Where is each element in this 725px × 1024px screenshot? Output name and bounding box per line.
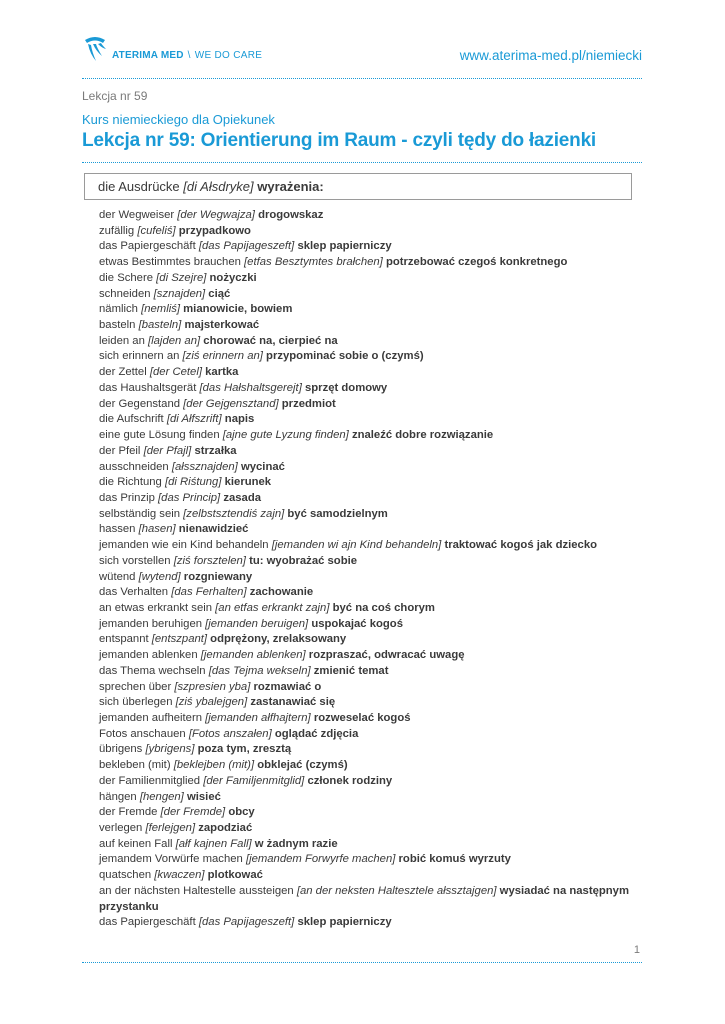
vocab-polish: być samodzielnym [287, 507, 388, 520]
vocab-item [99, 271, 629, 287]
vocab-german: die Aufschrift [99, 413, 164, 426]
vocab-polish: poza tym, zresztą [197, 743, 292, 756]
vocab-item [99, 302, 629, 318]
vocab-item [99, 554, 629, 570]
vocab-polish: zastanawiać się [250, 696, 336, 709]
vocab-pronunciation: [hengen] [139, 790, 184, 803]
vocab-german: übrigens [99, 743, 143, 756]
vocab-polish: rozgniewany [183, 570, 253, 583]
vocab-polish: być na coś chorym [332, 601, 435, 614]
vocab-item [99, 868, 629, 884]
vocab-german: basteln [99, 319, 136, 332]
logo [82, 34, 262, 64]
vocab-polish: znaleźć dobre rozwiązanie [351, 429, 494, 442]
vocab-pronunciation: [das Papijageszeft] [198, 240, 295, 253]
vocab-polish: kierunek [224, 476, 272, 489]
vocab-polish: wysiadać na następnym przystanku [99, 884, 630, 913]
vocab-item [99, 790, 629, 806]
section-header-pron: [di Ałsdryke] [183, 179, 254, 194]
vocab-pronunciation: [di Riśtung] [164, 476, 222, 489]
vocab-item [99, 601, 629, 617]
vocab-german: schneiden [99, 287, 151, 300]
vocab-german: das Papiergeschäft [99, 240, 196, 253]
vocab-item [99, 381, 629, 397]
logo-name: ATERIMA MED [112, 49, 184, 61]
vocab-polish: obcy [228, 806, 255, 819]
section-header-pl: wyrażenia: [257, 179, 324, 194]
vocab-polish: chorować na, cierpieć na [203, 334, 338, 347]
vocab-pronunciation: [entszpant] [151, 633, 208, 646]
vocab-pronunciation: [jemanden beruigen] [205, 617, 309, 630]
vocab-item [99, 491, 629, 507]
vocab-polish: mianowicie, bowiem [183, 303, 293, 316]
vocab-polish: zmienić temat [313, 664, 389, 677]
vocab-german: sich vorstellen [99, 554, 171, 567]
footer-divider [82, 962, 642, 963]
vocab-item [99, 287, 629, 303]
vocab-german: nämlich [99, 303, 138, 316]
vocab-german: jemanden ablenken [99, 649, 198, 662]
vocab-german: auf keinen Fall [99, 837, 173, 850]
vocab-item [99, 538, 629, 554]
vocab-german: selbständig sein [99, 507, 181, 520]
logo-separator: \ [187, 49, 191, 61]
vocab-german: hassen [99, 523, 136, 536]
vocab-polish: drogowskaz [258, 209, 324, 221]
vocab-german: sich erinnern an [99, 350, 180, 363]
vocab-polish: napis [224, 413, 255, 426]
vocab-item [99, 632, 629, 648]
vocab-pronunciation: [jemanden wi ajn Kind behandeln] [271, 539, 442, 552]
vocab-pronunciation: [beklejben (mit)] [173, 759, 255, 772]
vocabulary-list [99, 208, 629, 931]
vocab-item [99, 224, 629, 240]
vocab-item [99, 444, 629, 460]
vocab-german: zufällig [99, 224, 135, 237]
vocab-item [99, 349, 629, 365]
vocab-pronunciation: [das Hałshaltsgerejt] [199, 381, 302, 394]
vocab-pronunciation: [nemliś] [141, 303, 180, 316]
vocab-pronunciation: [das Ferhalten] [171, 586, 247, 599]
vocab-german: Fotos anschauen [99, 727, 186, 740]
vocab-item [99, 570, 629, 586]
vocab-pronunciation: [cufeliś] [137, 224, 176, 237]
vocab-item [99, 208, 629, 224]
title-divider [82, 162, 642, 163]
vocab-polish: kartka [205, 366, 239, 379]
vocab-german: hängen [99, 790, 137, 803]
vocab-german: verlegen [99, 822, 143, 835]
vocab-german: jemanden aufheitern [99, 712, 203, 724]
vocab-item [99, 742, 629, 758]
vocab-item [99, 774, 629, 790]
vocab-item [99, 852, 629, 868]
vocab-item [99, 711, 629, 727]
vocab-german: der Fremde [99, 806, 158, 819]
page-title: Lekcja nr 59: Orientierung im Raum - czyli tędy do łazienki [82, 130, 597, 151]
course-name: Kurs niemieckiego dla Opiekunek [82, 112, 275, 127]
vocab-polish: sklep papierniczy [297, 240, 392, 253]
vocab-german: jemandem Vorwürfe machen [99, 853, 243, 866]
page-header [82, 34, 642, 74]
vocab-item [99, 884, 629, 915]
vocab-polish: zapodziać [198, 822, 253, 835]
vocab-item [99, 758, 629, 774]
vocab-german: sich überlegen [99, 696, 173, 709]
vocab-polish: sprzęt domowy [304, 381, 388, 394]
vocab-pronunciation: [sznajden] [153, 287, 206, 300]
vocab-item [99, 475, 629, 491]
section-header-box [84, 173, 632, 200]
vocab-polish: nożyczki [209, 271, 257, 284]
vocab-item [99, 460, 629, 476]
vocab-pronunciation: [ałssznajden] [171, 460, 238, 473]
vocab-polish: wycinać [240, 460, 285, 473]
vocab-polish: przypadkowo [178, 224, 251, 237]
vocab-item [99, 837, 629, 853]
vocab-german: eine gute Lösung finden [99, 429, 220, 442]
vocab-pronunciation: [der Cetel] [149, 366, 202, 379]
vocab-item [99, 239, 629, 255]
vocab-item [99, 397, 629, 413]
vocab-polish: rozweselać kogoś [313, 712, 411, 724]
lesson-label: Lekcja nr 59 [82, 89, 148, 103]
vocab-german: entspannt [99, 633, 149, 646]
vocab-item [99, 334, 629, 350]
vocab-polish: plotkować [207, 869, 263, 882]
vocab-pronunciation: [der Fremde] [160, 806, 226, 819]
vocab-polish: traktować kogoś jak dziecko [444, 539, 598, 552]
vocab-pronunciation: [jemanden ablenken] [200, 649, 306, 662]
vocab-polish: obklejać (czymś) [257, 759, 348, 772]
vocab-pronunciation: [di Ałfszrift] [166, 413, 222, 426]
vocab-german: an der nächsten Haltestelle aussteigen [99, 884, 294, 897]
vocab-item [99, 821, 629, 837]
vocab-pronunciation: [basteln] [138, 319, 182, 332]
vocab-pronunciation: [hasen] [138, 523, 176, 536]
vocab-german: der Familienmitglied [99, 774, 201, 787]
logo-tagline: WE DO CARE [194, 49, 263, 61]
vocab-item [99, 617, 629, 633]
vocab-german: das Haushaltsgerät [99, 381, 197, 394]
vocab-german: leiden an [99, 334, 145, 347]
vocab-pronunciation: [lajden an] [148, 334, 201, 347]
vocab-german: das Prinzip [99, 491, 155, 504]
aterima-logo-icon [82, 34, 108, 64]
vocab-polish: majsterkować [184, 319, 260, 332]
vocab-polish: uspokajać kogoś [311, 617, 403, 630]
vocab-pronunciation: [ziś forsztelen] [173, 554, 246, 567]
vocab-polish: zasada [223, 491, 262, 504]
vocab-polish: rozpraszać, odwracać uwagę [308, 649, 465, 662]
vocab-polish: wisieć [186, 790, 221, 803]
vocab-german: etwas Bestimmtes brauchen [99, 256, 241, 269]
vocab-item [99, 412, 629, 428]
vocab-pronunciation: [kwaczen] [154, 869, 205, 882]
vocab-pronunciation: [ziś ybalejgen] [175, 696, 248, 709]
vocab-pronunciation: [jemandem Forwyrfe machen] [245, 853, 396, 866]
vocab-pronunciation: [ferlejgen] [145, 822, 196, 835]
vocab-pronunciation: [das Tejma wekseln] [208, 664, 311, 677]
vocab-item [99, 428, 629, 444]
vocab-pronunciation: [der Pfajl] [143, 444, 192, 457]
vocab-pronunciation: [ałf kajnen Fall] [175, 837, 252, 850]
vocab-pronunciation: [ybrigens] [145, 743, 195, 756]
vocab-pronunciation: [wytend] [138, 570, 181, 583]
vocab-german: die Schere [99, 271, 154, 284]
vocab-polish: zachowanie [249, 586, 314, 599]
vocab-german: der Pfeil [99, 444, 141, 457]
vocab-german: jemanden wie ein Kind behandeln [99, 539, 269, 552]
vocab-polish: potrzebować czegoś konkretnego [385, 256, 568, 269]
vocab-item [99, 507, 629, 523]
vocab-item [99, 664, 629, 680]
vocab-polish: odprężony, zrelaksowany [210, 633, 347, 646]
vocab-item [99, 585, 629, 601]
vocab-polish: tu: wyobrażać sobie [249, 554, 358, 567]
vocab-german: wütend [99, 570, 136, 583]
vocab-pronunciation: [der Gejgensztand] [183, 397, 279, 410]
vocab-polish: nienawidzieć [178, 523, 249, 536]
header-divider [82, 78, 642, 79]
vocab-pronunciation: [Fotos anszałen] [188, 727, 272, 740]
vocab-german: bekleben (mit) [99, 759, 171, 772]
vocab-pronunciation: [der Wegwajza] [177, 209, 255, 221]
vocab-pronunciation: [der Familjenmitglid] [203, 774, 305, 787]
vocab-polish: przypominać sobie o (czymś) [266, 350, 424, 363]
vocab-polish: przedmiot [281, 397, 336, 410]
vocab-german: quatschen [99, 869, 152, 882]
vocab-item [99, 522, 629, 538]
vocab-pronunciation: [etfas Besztymtes brałchen] [244, 256, 383, 269]
vocab-polish: sklep papierniczy [297, 916, 392, 929]
vocab-pronunciation: [jemanden ałfhajtern] [205, 712, 311, 724]
vocab-german: der Wegweiser [99, 209, 175, 221]
vocab-item [99, 318, 629, 334]
vocab-german: sprechen über [99, 680, 172, 693]
vocab-german: das Verhalten [99, 586, 169, 599]
section-header-de: die Ausdrücke [98, 179, 180, 194]
vocab-pronunciation: [ajne gute Lyzung finden] [222, 429, 349, 442]
vocab-german: das Papiergeschäft [99, 916, 196, 929]
vocab-pronunciation: [an der neksten Haltesztele ałssztajgen] [296, 884, 497, 897]
vocab-item [99, 680, 629, 696]
vocab-german: der Gegenstand [99, 397, 181, 410]
vocab-pronunciation: [das Papijageszeft] [198, 916, 295, 929]
vocab-item [99, 695, 629, 711]
vocab-german: jemanden beruhigen [99, 617, 203, 630]
vocab-item [99, 805, 629, 821]
vocab-polish: strzałka [194, 444, 237, 457]
vocab-polish: rozmawiać o [253, 680, 322, 693]
vocab-pronunciation: [das Princip] [158, 491, 221, 504]
vocab-pronunciation: [ziś erinnern an] [182, 350, 263, 363]
vocab-german: ausschneiden [99, 460, 169, 473]
vocab-item [99, 915, 629, 931]
vocab-pronunciation: [di Szejre] [156, 271, 207, 284]
vocab-item [99, 727, 629, 743]
site-url-link[interactable]: www.aterima-med.pl/niemiecki [459, 48, 642, 63]
vocab-german: das Thema wechseln [99, 664, 206, 677]
vocab-polish: w żadnym razie [254, 837, 338, 850]
vocab-pronunciation: [szpresien yba] [174, 680, 251, 693]
vocab-pronunciation: [an etfas erkrankt zajn] [215, 601, 330, 614]
vocab-polish: członek rodziny [307, 774, 393, 787]
page-number: 1 [633, 944, 640, 956]
vocab-german: die Richtung [99, 476, 162, 489]
vocab-german: an etwas erkrankt sein [99, 601, 213, 614]
vocab-polish: ciąć [208, 287, 231, 300]
vocab-polish: robić komuś wyrzuty [398, 853, 511, 866]
vocab-pronunciation: [zelbstsztendiś zajn] [183, 507, 285, 520]
vocab-item [99, 648, 629, 664]
vocab-item [99, 365, 629, 381]
vocab-polish: oglądać zdjęcia [274, 727, 359, 740]
vocab-item [99, 255, 629, 271]
vocab-german: der Zettel [99, 366, 147, 379]
